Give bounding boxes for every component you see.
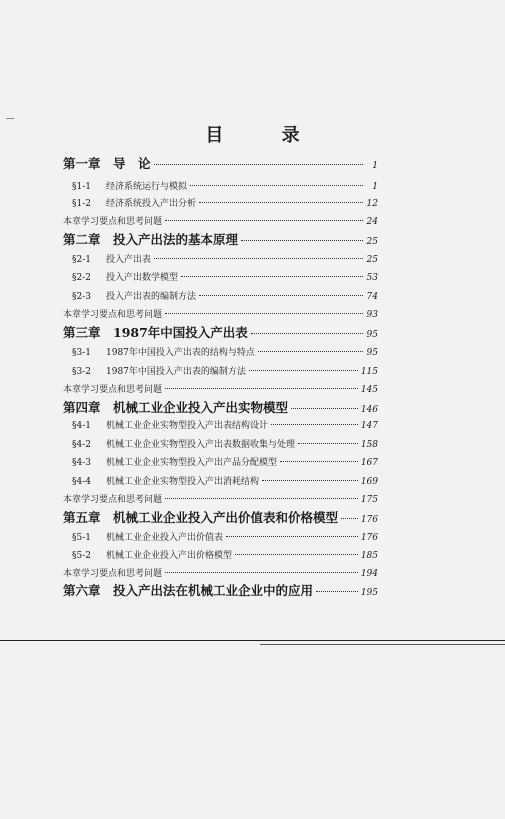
toc-entry-label <box>72 437 295 453</box>
toc-section-entry[interactable] <box>72 548 378 564</box>
toc-summary-entry[interactable] <box>63 214 378 230</box>
toc-entry-label: 第六章 投入产出法在机械工业企业中的应用 <box>63 583 314 598</box>
section-title: 投入产出表的编制方法 <box>106 292 197 302</box>
page-number: 185 <box>360 551 378 561</box>
page-number: 169 <box>360 477 378 487</box>
section-number: §2-2 <box>72 273 91 283</box>
toc-summary-entry[interactable] <box>63 566 378 582</box>
toc-entry-label <box>72 530 223 546</box>
dot-leader <box>249 370 358 371</box>
section-title: 机械工业企业投入产出价值表 <box>106 533 224 543</box>
toc-entry-label <box>72 252 151 268</box>
toc-entry-label: 第一章 导 论 <box>63 156 151 171</box>
page-number: 146 <box>360 405 378 415</box>
toc-section-entry[interactable] <box>72 530 378 546</box>
page-number: 158 <box>360 440 378 450</box>
section-number: §5-1 <box>72 533 91 543</box>
toc-section-entry[interactable] <box>72 437 378 453</box>
page-bottom-rule <box>0 640 505 641</box>
toc-entry-label <box>72 289 196 305</box>
page-number: 53 <box>366 273 378 283</box>
dot-leader <box>262 480 358 481</box>
page-bottom-rule-secondary <box>260 644 505 645</box>
toc-summary-entry[interactable] <box>63 492 378 508</box>
toc-entry-label <box>72 364 246 380</box>
toc-entry-label <box>72 474 259 490</box>
toc-entry-label: 第三章 1987年中国投入产出表 <box>63 325 248 340</box>
dot-leader <box>271 424 358 425</box>
toc-entry-label: 第五章 机械工业企业投入产出价值表和价格模型 <box>63 510 339 525</box>
page-number: 12 <box>366 199 378 209</box>
page-number: 176 <box>360 533 378 543</box>
dot-leader <box>165 220 363 221</box>
dot-leader <box>165 313 363 314</box>
dot-leader <box>316 591 358 592</box>
dot-leader <box>298 443 358 444</box>
section-title: 1987年中国投入产出表的结构与特点 <box>106 348 255 358</box>
page-number: 24 <box>366 217 378 227</box>
section-number: §4-4 <box>72 477 91 487</box>
section-title: 机械工业企业实物型投入产出产品分配模型 <box>106 458 278 468</box>
section-title: 机械工业企业投入产出价格模型 <box>106 551 233 561</box>
section-title: 经济系统运行与模拟 <box>106 182 188 192</box>
page-number: 147 <box>360 421 378 431</box>
toc-entry-label <box>72 270 178 286</box>
dot-leader <box>154 164 363 165</box>
section-number: §1-2 <box>72 199 91 209</box>
section-title: 机械工业企业实物型投入产出表结构设计 <box>106 421 269 431</box>
toc-section-entry[interactable] <box>72 270 378 286</box>
section-title: 经济系统投入产出分析 <box>106 199 197 209</box>
page-number: 167 <box>360 458 378 468</box>
dot-leader <box>190 185 363 186</box>
toc-entry-label <box>72 345 255 361</box>
toc-entry-label: 第二章 投入产出法的基本原理 <box>63 232 239 247</box>
section-number: §3-1 <box>72 348 91 358</box>
toc-section-entry[interactable] <box>72 474 378 490</box>
toc-entry-label: 本章学习要点和思考问题 <box>63 385 163 395</box>
page-number: 25 <box>366 255 378 265</box>
section-number: §4-1 <box>72 421 91 431</box>
page-number: 1 <box>372 182 378 192</box>
toc-summary-entry[interactable] <box>63 382 378 398</box>
page-number: 175 <box>360 495 378 505</box>
dot-leader <box>181 276 363 277</box>
dot-leader <box>341 518 358 519</box>
dot-leader <box>280 461 358 462</box>
toc-section-entry[interactable] <box>72 455 378 471</box>
page-number: 25 <box>366 237 378 247</box>
section-number: §2-3 <box>72 292 91 302</box>
toc-summary-entry[interactable] <box>63 307 378 323</box>
section-number: §5-2 <box>72 551 91 561</box>
toc-chapter-entry[interactable] <box>63 400 378 418</box>
page-number: 195 <box>360 588 378 598</box>
page-number: 93 <box>366 310 378 320</box>
toc-entry-label: 本章学习要点和思考问题 <box>63 217 163 227</box>
section-title: 机械工业企业实物型投入产出表数据收集与处理 <box>106 440 296 450</box>
dot-leader <box>226 536 358 537</box>
page-number: 145 <box>360 385 378 395</box>
page-number: 95 <box>366 348 378 358</box>
toc-section-entry[interactable] <box>72 289 378 305</box>
toc-chapter-entry[interactable] <box>63 510 378 528</box>
page-number: 115 <box>360 367 378 377</box>
toc-section-entry[interactable] <box>72 179 378 195</box>
toc-section-entry[interactable] <box>72 252 378 268</box>
toc-entry-label <box>72 455 277 471</box>
page-number: 95 <box>366 330 378 340</box>
section-number: §3-2 <box>72 367 91 377</box>
section-title: 投入产出数学模型 <box>106 273 179 283</box>
dot-leader <box>241 240 363 241</box>
toc-chapter-entry[interactable] <box>63 232 378 250</box>
page-number: 1 <box>372 161 378 171</box>
toc-chapter-entry[interactable] <box>63 583 378 601</box>
dot-leader <box>291 408 358 409</box>
toc-chapter-entry[interactable] <box>63 325 378 343</box>
toc-entry-label <box>72 418 268 434</box>
section-number: §4-3 <box>72 458 91 468</box>
dot-leader <box>235 554 358 555</box>
section-title: 1987年中国投入产出表的编制方法 <box>106 367 246 377</box>
toc-entry-label <box>72 196 196 212</box>
dot-leader <box>165 388 358 389</box>
toc-entry-label <box>72 548 232 564</box>
toc-entry-label: 本章学习要点和思考问题 <box>63 495 163 505</box>
dot-leader <box>154 258 363 259</box>
page-title: 目 录 <box>205 125 326 146</box>
section-title: 机械工业企业实物型投入产出消耗结构 <box>106 477 260 487</box>
section-number: §2-1 <box>72 255 91 265</box>
dot-leader <box>165 498 358 499</box>
dot-leader <box>199 202 363 203</box>
dot-leader <box>251 333 363 334</box>
section-number: §4-2 <box>72 440 91 450</box>
toc-entry-label: 本章学习要点和思考问题 <box>63 569 163 579</box>
toc-entry-label: 本章学习要点和思考问题 <box>63 310 163 320</box>
toc-section-entry[interactable] <box>72 345 378 361</box>
toc-entry-label: 第四章 机械工业企业投入产出实物模型 <box>63 400 289 415</box>
toc-section-entry[interactable] <box>72 364 378 380</box>
page-number: 74 <box>366 292 378 302</box>
dot-leader <box>258 351 363 352</box>
toc-entry-label <box>72 179 187 195</box>
section-title: 投入产出表 <box>106 255 152 265</box>
section-number: §1-1 <box>72 182 91 192</box>
toc-section-entry[interactable] <box>72 196 378 212</box>
toc-chapter-entry[interactable] <box>63 156 378 174</box>
dot-leader <box>199 295 363 296</box>
page-number: 194 <box>360 569 378 579</box>
page-number: 176 <box>360 515 378 525</box>
dot-leader <box>165 572 358 573</box>
toc-section-entry[interactable] <box>72 418 378 434</box>
